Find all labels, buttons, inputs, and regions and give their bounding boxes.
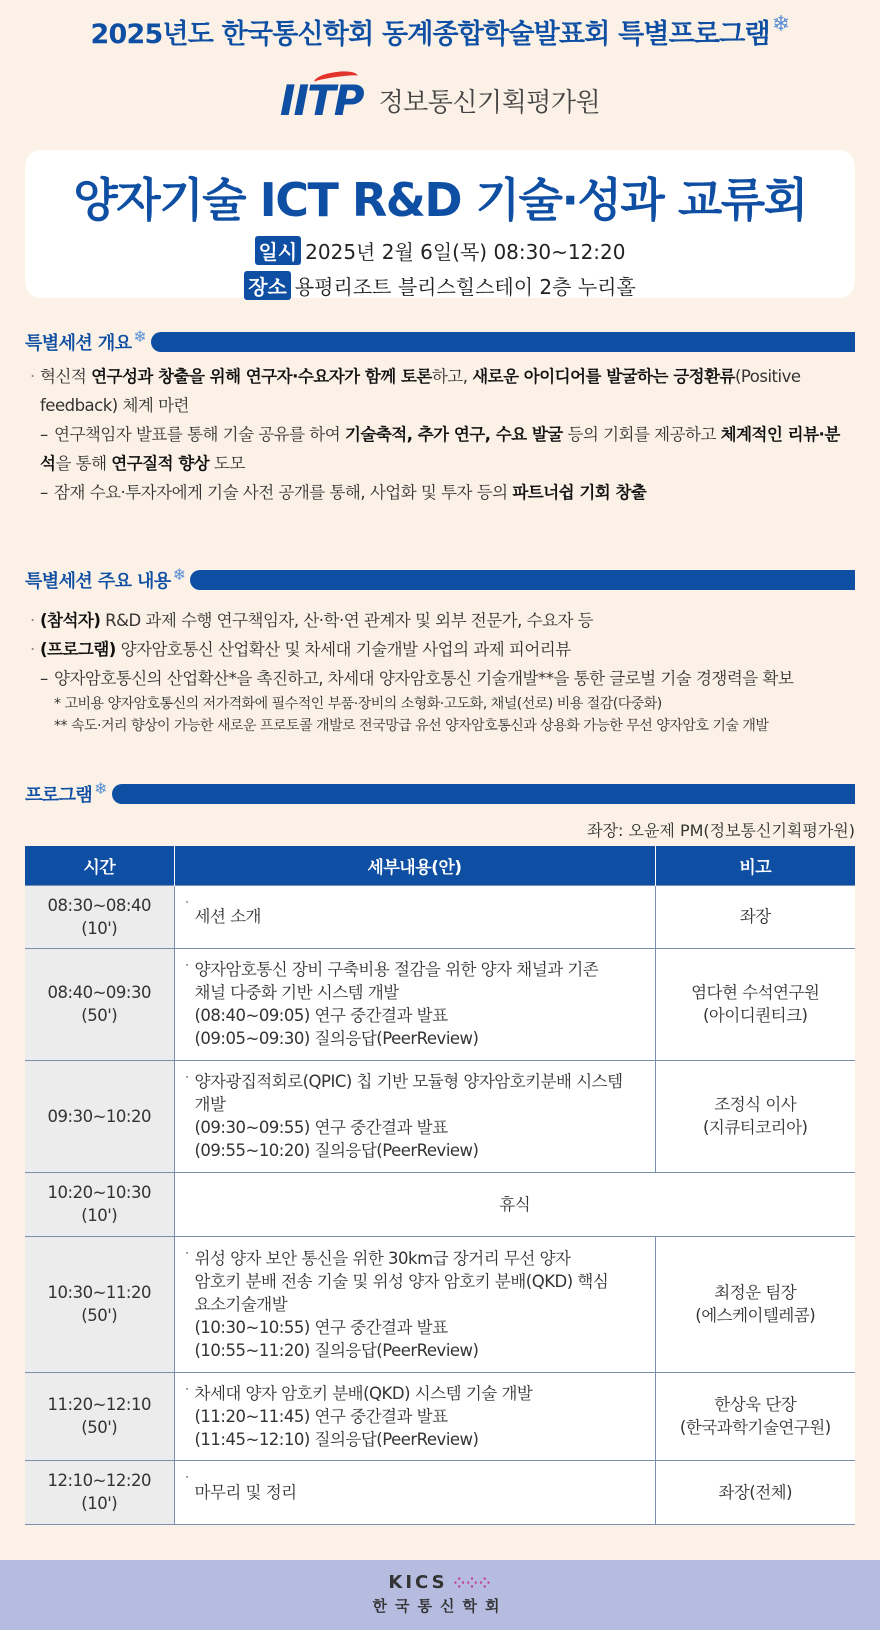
- text: 등의 기회를 제공하고: [562, 425, 721, 444]
- section-bar: [151, 332, 855, 352]
- time-cell: [25, 948, 174, 1060]
- content-line: 양자광집적회로(QPIC) 칩 기반 모듈형 양자암호키분배 시스템: [194, 1072, 623, 1091]
- content-cell: [174, 1060, 655, 1172]
- contents-subpoint: [32, 664, 855, 693]
- contents-heading: 특별세션 주요 내용: [25, 571, 171, 592]
- bullet-dot: ·: [184, 1379, 190, 1399]
- content-line: (09:55~10:20) 질의응답(PeerReview): [194, 1141, 479, 1160]
- table-row: [25, 1372, 855, 1460]
- text-bold: 체계적인 리뷰·분석: [40, 425, 840, 473]
- iitp-logo-text: IITP: [279, 76, 363, 125]
- note-line: 최정운 팀장: [714, 1283, 797, 1302]
- snowflake-icon: ❄: [94, 778, 108, 798]
- footer: [0, 1560, 880, 1630]
- time-cell: [25, 1172, 174, 1236]
- text: 양자암호통신 산업확산 및 차세대 기술개발 사업의 과제 피어리뷰: [115, 640, 571, 659]
- time-cell: [25, 1460, 174, 1524]
- page-header-title: [0, 12, 880, 51]
- bullet-dot: ·: [184, 1243, 190, 1263]
- text-bold: 연구질적 향상: [111, 454, 210, 473]
- content-cell: [174, 885, 655, 948]
- note-line: 한상욱 단장: [714, 1395, 797, 1414]
- overview-section-header: [25, 328, 855, 356]
- text: R&D 과제 수행 연구책임자, 산·학·연 관계자 및 외부 전문가, 수요자 등: [100, 611, 594, 630]
- content-cell: [174, 1372, 655, 1460]
- content-line: (08:40~09:05) 연구 중간결과 발표: [194, 1006, 448, 1025]
- time-cell: [25, 1060, 174, 1172]
- overview-subpoint: [32, 478, 855, 507]
- contents-body: [32, 606, 855, 737]
- content-line: 암호키 분배 전송 기술 및 위성 양자 암호키 분배(QKD) 핵심: [194, 1271, 609, 1291]
- column-header-note: 비고: [655, 846, 855, 885]
- kics-name: 한국통신학회: [372, 1597, 508, 1615]
- table-row: [25, 1236, 855, 1372]
- time-range: 11:20~12:10: [47, 1395, 151, 1414]
- note-line: (한국과학기술연구원): [679, 1418, 831, 1437]
- content-line: 세션 소개: [194, 907, 262, 926]
- column-header-content: 세부내용(안): [174, 846, 655, 885]
- kics-logo: [0, 1572, 880, 1593]
- bullet-dot: ·: [184, 892, 190, 912]
- time-range: 09:30~10:20: [47, 1106, 151, 1126]
- overview-subpoint: [32, 420, 855, 478]
- content-line: (10:55~11:20) 질의응답(PeerReview): [194, 1340, 479, 1360]
- contents-point: [32, 635, 855, 664]
- content-line: (09:30~09:55) 연구 중간결과 발표: [194, 1118, 448, 1137]
- dash-marker: –: [40, 425, 48, 444]
- content-cell: [174, 1236, 655, 1372]
- note-cell: [655, 948, 855, 1060]
- header-title-prefix: 2025년도 한국통신학회: [90, 19, 382, 50]
- program-section-header: [25, 780, 855, 808]
- note-cell: [655, 1236, 855, 1372]
- iitp-logo-name: 정보통신기획평가원: [378, 88, 601, 118]
- time-cell: [25, 1236, 174, 1372]
- text: 혁신적: [40, 367, 92, 386]
- table-row: [25, 1460, 855, 1524]
- note-line: 좌장(전체): [718, 1482, 793, 1502]
- overview-body: [32, 362, 855, 507]
- kics-dots-icon: ⁘⁘⁘: [447, 1576, 492, 1592]
- contents-section-header: [25, 566, 855, 594]
- content-line: 요소기술개발: [194, 1294, 288, 1314]
- text-bold: 기술축적, 추가 연구, 수요 발굴: [344, 425, 563, 444]
- content-line: (11:45~12:10) 질의응답(PeerReview): [194, 1429, 479, 1449]
- program-table: [25, 846, 855, 1525]
- contents-note-1: * 고비용 양자암호통신의 저가격화에 필수적인 부품·장비의 소형화·고도화, 채널(선로) 비용 절감(다중화): [54, 696, 662, 712]
- content-line: 마무리 및 정리: [194, 1482, 297, 1502]
- duration: (10'): [81, 1494, 118, 1513]
- text-bold: (프로그램): [40, 640, 116, 659]
- content-line: (10:30~10:55) 연구 중간결과 발표: [194, 1317, 448, 1337]
- table-row: [25, 1060, 855, 1172]
- time-range: 10:20~10:30: [47, 1183, 151, 1202]
- kics-logo-text: KICS: [388, 1572, 448, 1593]
- program-heading: 프로그램: [25, 785, 93, 806]
- event-title: 양자기술 ICT R&D 기술·성과 교류회: [73, 173, 807, 227]
- time-range: 10:30~11:20: [47, 1283, 151, 1302]
- text: 도모: [209, 454, 245, 473]
- text: 하고,: [431, 367, 473, 386]
- text: 을 통해: [55, 454, 112, 473]
- event-place: [25, 271, 855, 300]
- time-range: 08:30~08:40: [47, 895, 151, 915]
- place-tag: 장소: [244, 271, 291, 300]
- dash-marker: –: [40, 483, 48, 502]
- time-range: 08:40~09:30: [47, 983, 151, 1002]
- note-cell: [655, 885, 855, 948]
- time-cell: [25, 885, 174, 948]
- text: 잠재 수요·투자자에게 기술 사전 공개를 통해, 사업화 및 투자 등의: [54, 483, 513, 502]
- content-line: 차세대 양자 암호키 분배(QKD) 시스템 기술 개발: [194, 1383, 533, 1403]
- time-cell: [25, 1372, 174, 1460]
- content-line: (11:20~11:45) 연구 중간결과 발표: [194, 1406, 448, 1426]
- iitp-logo: [0, 76, 880, 125]
- snowflake-icon: ❄: [133, 326, 147, 346]
- time-range: 12:10~12:20: [47, 1471, 151, 1490]
- text: 연구책임자 발표를 통해 기술 공유를 하여: [54, 425, 345, 444]
- contents-note-2: ** 속도·거리 향상이 가능한 새로운 프로토콜 개발로 전국망급 유선 양자암호통신과 상용화 가능한 무선 양자암호 기술 개발: [54, 718, 769, 734]
- overview-point: [32, 362, 855, 420]
- note-line: (아이디퀀티크): [702, 1006, 808, 1025]
- place-value: 용평리조트 블리스힐스테이 2층 누리홀: [294, 275, 636, 299]
- snowflake-icon: ❄: [172, 564, 187, 584]
- text-bold: 연구성과 창출을 위해 연구자·수요자가 함께 토론: [91, 367, 432, 386]
- duration: (50'): [81, 1418, 118, 1437]
- dash-marker: –: [40, 669, 48, 688]
- note-line: (에스케이텔레콤): [695, 1306, 816, 1325]
- duration: (10'): [81, 918, 118, 938]
- text-bold: 새로운 아이디어를 발굴하는 긍정환류: [472, 367, 735, 386]
- note-line: 염다현 수석연구원: [691, 983, 820, 1002]
- section-bar: [190, 570, 855, 590]
- content-cell: [174, 948, 655, 1060]
- table-row: [25, 948, 855, 1060]
- table-header-row: [25, 846, 855, 885]
- section-bar: [112, 784, 855, 804]
- column-header-time: 시간: [25, 846, 174, 885]
- content-cell: [174, 1460, 655, 1524]
- table-row: [25, 1172, 855, 1236]
- break-cell: 휴식: [174, 1172, 855, 1236]
- date-value: 2025년 2월 6일(목) 08:30~12:20: [305, 240, 626, 264]
- contents-point: [32, 606, 855, 635]
- note-line: 조정식 이사: [714, 1095, 797, 1114]
- content-line: 위성 양자 보안 통신을 위한 30km급 장거리 무선 양자: [194, 1248, 571, 1268]
- note-line: (지큐티코리아): [702, 1118, 808, 1137]
- bullet-dot: ·: [184, 955, 190, 975]
- event-card: [25, 150, 855, 298]
- text-bold: 파트너쉽 기회 창출: [512, 483, 647, 502]
- overview-heading: 특별세션 개요: [25, 333, 132, 354]
- content-line: 채널 다중화 기반 시스템 개발: [194, 983, 399, 1002]
- bullet-dot: ·: [184, 1067, 190, 1087]
- date-tag: 일시: [255, 236, 302, 265]
- note-cell: [655, 1060, 855, 1172]
- note-cell: [655, 1460, 855, 1524]
- duration: (50'): [81, 1306, 118, 1325]
- content-line: 양자암호통신 장비 구축비용 절감을 위한 양자 채널과 기존: [194, 960, 599, 979]
- note-line: 좌장: [739, 907, 771, 926]
- note-cell: [655, 1372, 855, 1460]
- bullet-dot: ·: [184, 1467, 190, 1487]
- chair-text: 좌장: 오윤제 PM(정보통신기획평가원): [587, 821, 855, 840]
- duration: (50'): [81, 1006, 118, 1025]
- header-title-bold: 동계종합학술발표회 특별프로그램: [381, 19, 770, 50]
- duration: (10'): [81, 1206, 118, 1225]
- snowflake-icon: ❄: [771, 12, 790, 37]
- content-line: (09:05~09:30) 질의응답(PeerReview): [194, 1029, 479, 1048]
- event-date: [25, 236, 855, 265]
- iitp-logo-mark: [280, 76, 363, 125]
- text: (Positive feedback) 체계 마련: [40, 367, 801, 415]
- table-row: [25, 885, 855, 948]
- text: 양자암호통신의 산업확산*을 촉진하고, 차세대 양자암호통신 기술개발**을 통한 글로벌 기술 경쟁력을 확보: [54, 669, 794, 688]
- content-line: 개발: [194, 1095, 226, 1114]
- text-bold: (참석자): [40, 611, 101, 630]
